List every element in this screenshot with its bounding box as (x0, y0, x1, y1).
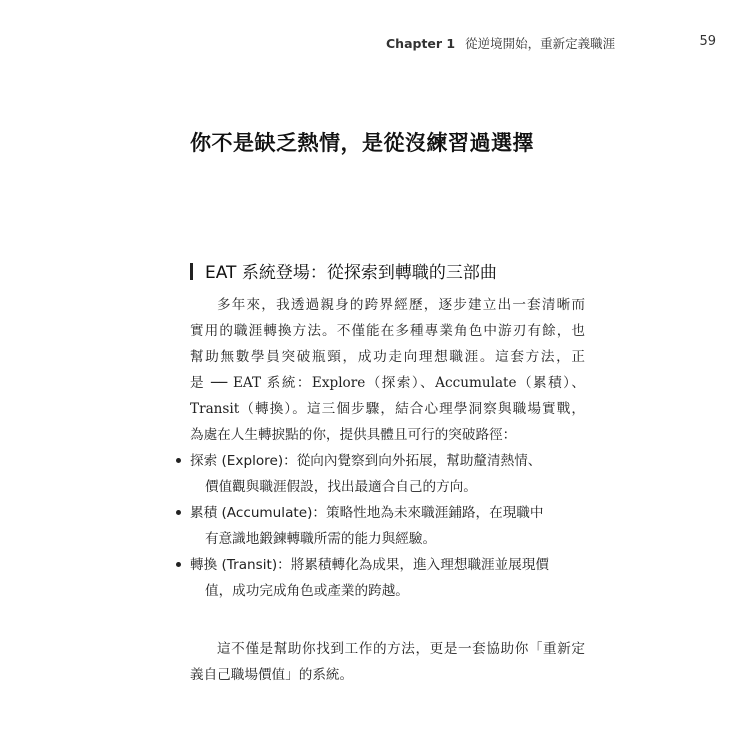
bullet-term: 累積 (Accumulate)： (190, 505, 326, 521)
section-heading-text: EAT 系統登場：從探索到轉職的三部曲 (205, 263, 497, 283)
bullet-text: 從向內覺察到向外拓展，幫助釐清熱情、 (296, 453, 542, 469)
paragraph-line: Transit（轉換）。這三個步驟，結合心理學洞察與職場實戰， (190, 401, 585, 417)
chapter-title: 從逆境開始，重新定義職涯 (465, 36, 616, 51)
paragraph-line: 多年來，我透過親身的跨界經歷，逐步建立出一套清晰而 (217, 297, 585, 313)
running-header (386, 34, 716, 52)
paragraph-line: 實用的職涯轉換方法。不僅能在多種專業角色中游刃有餘，也 (190, 323, 585, 339)
section-heading (190, 258, 610, 283)
paragraph-line: 這不僅是幫助你找到工作的方法，更是一套協助你「重新定 (217, 641, 585, 657)
bullet-text: 價值觀與職涯假設，找出最適合自己的方向。 (205, 479, 477, 495)
bullet-icon (176, 562, 181, 567)
paragraph-line: 為處在人生轉捩點的你，提供具體且可行的突破路徑： (190, 427, 517, 443)
list-item-explore (190, 448, 585, 500)
bullet-icon (176, 458, 181, 463)
paragraph-line: 幫助無數學員突破瓶頸，成功走向理想職涯。這套方法，正 (190, 349, 585, 365)
intro-paragraph (190, 292, 585, 448)
body-text (190, 292, 585, 688)
bullet-icon (176, 510, 181, 515)
chapter-label: Chapter 1 (386, 36, 456, 51)
page-number: 59 (699, 34, 716, 49)
closing-paragraph (190, 636, 585, 688)
bullet-term: 探索 (Explore)： (190, 453, 297, 469)
bullet-text: 值，成功完成角色或產業的跨越。 (205, 583, 409, 599)
paragraph-line: 是 ── EAT 系統：Explore（探索）、Accumulate（累積）、 (190, 375, 585, 391)
bullet-text: 策略性地為未來職涯鋪路，在現職中 (326, 505, 544, 521)
list-item-accumulate (190, 500, 585, 552)
bullet-text: 將累積轉化為成果，進入理想職涯並展現價 (290, 557, 550, 573)
page-title: 你不是缺乏熱情，是從沒練習過選擇 (190, 131, 534, 155)
eat-steps-list (190, 448, 585, 604)
paragraph-line: 義自己職場價值」的系統。 (190, 667, 354, 683)
heading-bar-marker (190, 263, 193, 280)
bullet-text: 有意識地鍛鍊轉職所需的能力與經驗。 (205, 531, 437, 547)
bullet-term: 轉換 (Transit)： (190, 557, 291, 573)
list-item-transit (190, 552, 585, 604)
